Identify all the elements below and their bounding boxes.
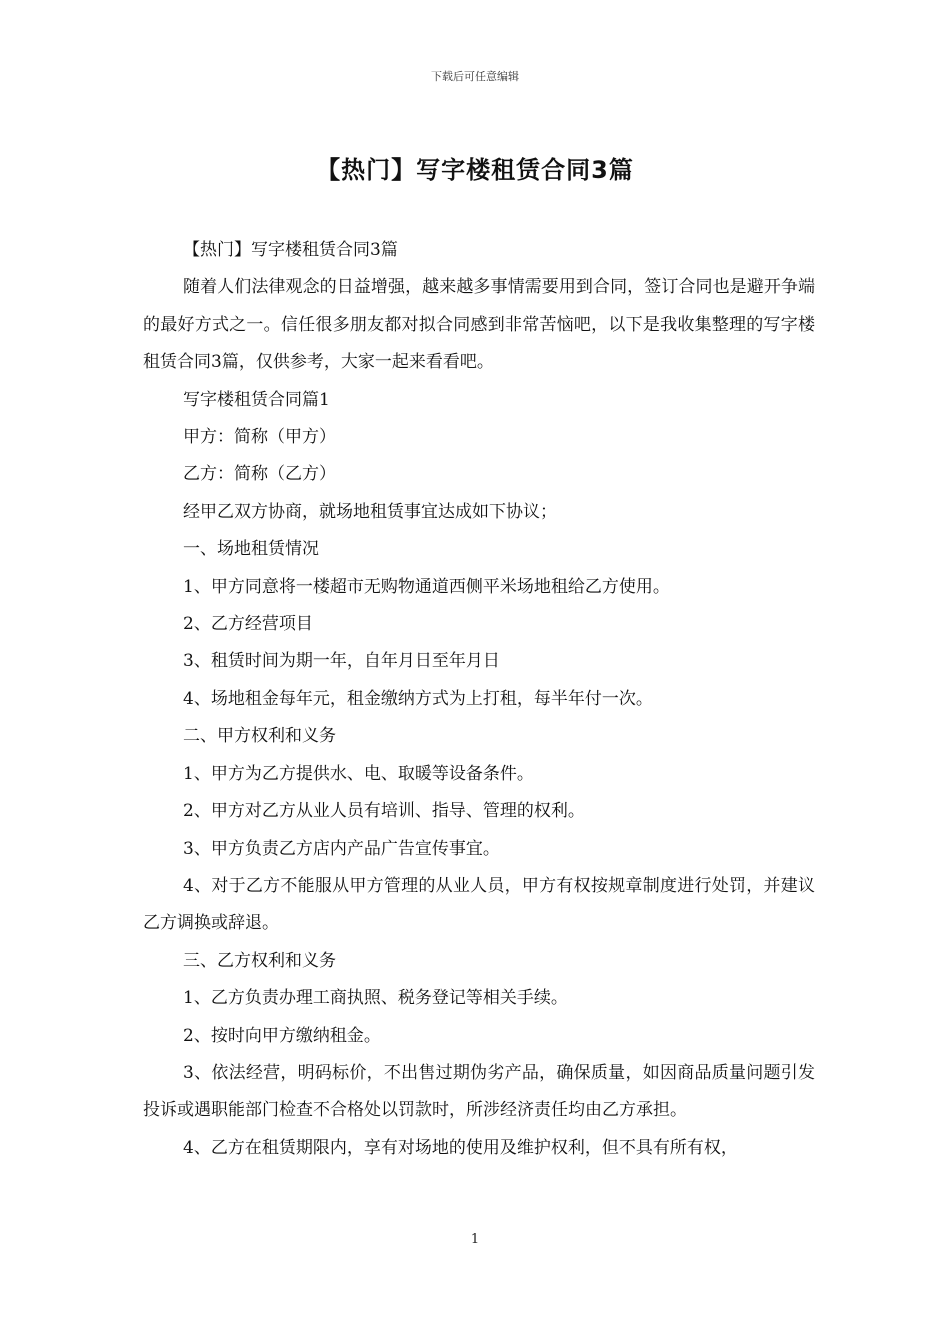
page-number: 1 <box>470 1232 480 1247</box>
paragraph: 写字楼租赁合同篇1 <box>183 389 330 410</box>
paragraph: 2、按时向甲方缴纳租金。 <box>183 1025 381 1046</box>
document-title: 【热门】写字楼租赁合同3篇 <box>316 156 634 184</box>
paragraph: 4、场地租金每年元，租金缴纳方式为上打租，每半年付一次。 <box>183 688 653 709</box>
paragraph: 2、甲方对乙方从业人员有培训、指导、管理的权利。 <box>183 801 585 822</box>
paragraph: 【热门】写字楼租赁合同3篇 <box>183 240 398 260</box>
section-heading: 二、甲方权利和义务 <box>183 726 336 747</box>
paragraph: 2、乙方经营项目 <box>183 614 313 635</box>
paragraph: 乙方：简称（乙方） <box>183 464 336 485</box>
section-heading: 一、场地租赁情况 <box>183 539 319 560</box>
paragraph: 随着人们法律观念的日益增强，越来越多事情需要用到合同，签订合同也是避开争端的最好方式之一。信任很多朋友都对拟合同感到非常苦恼吧，以下是我收集整理的写字楼租赁合同3篇，仅供参考，大家一起来看看吧。 <box>143 277 815 373</box>
paragraph: 甲方：简称（甲方） <box>183 427 336 448</box>
document-body <box>143 232 815 1167</box>
paragraph: 1、甲方同意将一楼超市无购物通道西侧平米场地租给乙方使用。 <box>183 576 670 597</box>
paragraph: 1、乙方负责办理工商执照、税务登记等相关手续。 <box>183 988 568 1009</box>
header-note: 下载后可任意编辑 <box>431 70 519 83</box>
paragraph: 3、甲方负责乙方店内产品广告宣传事宜。 <box>183 838 500 859</box>
paragraph: 3、依法经营，明码标价，不出售过期伪劣产品，确保质量，如因商品质量问题引发投诉或遇职能部门检查不合格处以罚款时，所涉经济责任均由乙方承担。 <box>143 1062 815 1121</box>
paragraph: 4、对于乙方不能服从甲方管理的从业人员，甲方有权按规章制度进行处罚，并建议乙方调换或辞退。 <box>143 875 815 934</box>
paragraph: 1、甲方为乙方提供水、电、取暖等设备条件。 <box>183 763 534 784</box>
section-heading: 三、乙方权利和义务 <box>183 950 336 971</box>
paragraph: 4、乙方在租赁期限内，享有对场地的使用及维护权利，但不具有所有权， <box>183 1137 738 1158</box>
paragraph: 经甲乙双方协商，就场地租赁事宜达成如下协议； <box>183 501 557 522</box>
paragraph: 3、租赁时间为期一年，自年月日至年月日 <box>183 651 500 672</box>
